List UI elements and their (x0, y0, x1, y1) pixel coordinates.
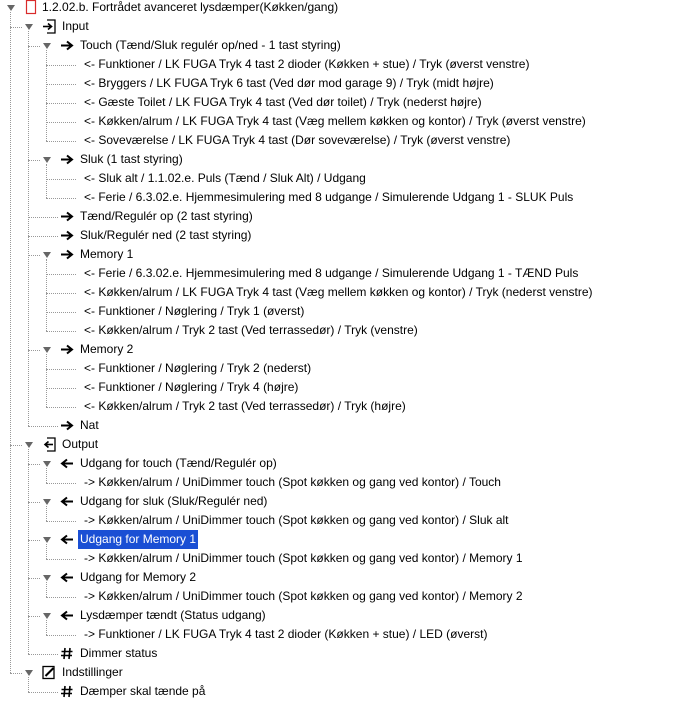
tree-node-label: Dæmper skal tænde på (80, 684, 206, 698)
tree-link-item[interactable] (0, 549, 674, 568)
tree-node[interactable] (0, 682, 674, 701)
tree-node-label: Memory 2 (80, 342, 134, 356)
tree-node-label: Lysdæmper tændt (Status udgang) (80, 608, 266, 622)
tree-link-item[interactable] (0, 283, 674, 302)
input-icon (42, 19, 56, 34)
arrow-right-icon (60, 38, 74, 53)
tree-node-label: <- Ferie / 6.3.02.e. Hjemmesimulering med 8 udgange / Simulerende Udgang 1 - TÆND Puls (84, 266, 579, 280)
tree-node[interactable] (0, 492, 674, 511)
expand-toggle-icon[interactable] (42, 606, 52, 625)
tree-node[interactable] (0, 226, 674, 245)
expand-toggle-icon[interactable] (42, 492, 52, 511)
tree-node-label: Memory 1 (80, 247, 134, 261)
tree-node-label: <- Gæste Toilet / LK FUGA Tryk 4 tast (Ved dør toilet) / Tryk (nederst højre) (84, 95, 482, 109)
expand-toggle-icon[interactable] (24, 435, 34, 454)
tree-node[interactable] (0, 435, 674, 454)
tree-node-label: Touch (Tænd/Sluk regulér op/ned - 1 tast styring) (80, 38, 341, 52)
tree-node-label: Indstillinger (62, 665, 123, 679)
tree-node[interactable] (0, 36, 674, 55)
hash-icon (60, 646, 74, 661)
tree-node[interactable] (0, 530, 674, 549)
tree-node-label: 1.2.02.b. Fortrådet avanceret lysdæmper(Køkken/gang) (42, 0, 339, 14)
tree-node-label: -> Køkken/alrum / UniDimmer touch (Spot køkken og gang ved kontor) / Memory 2 (84, 589, 523, 603)
tree-node[interactable] (0, 17, 674, 36)
expand-toggle-icon[interactable] (6, 0, 16, 17)
tree-node-label: Sluk (1 tast styring) (80, 152, 183, 166)
tree-node[interactable] (0, 416, 674, 435)
tree-node[interactable] (0, 663, 674, 682)
arrow-right-icon (60, 152, 74, 167)
tree-node-label: Udgang for sluk (Sluk/Regulér ned) (80, 494, 268, 508)
arrow-right-icon (60, 342, 74, 357)
tree-node[interactable] (0, 150, 674, 169)
tree-node[interactable] (0, 245, 674, 264)
arrow-left-icon (60, 532, 74, 547)
tree-node-label: Sluk/Regulér ned (2 tast styring) (80, 228, 252, 242)
tree-node-label: <- Funktioner / LK FUGA Tryk 4 tast 2 dioder (Køkken + stue) / Tryk (øverst venstre) (84, 57, 530, 71)
expand-toggle-icon[interactable] (42, 530, 52, 549)
tree-link-item[interactable] (0, 131, 674, 150)
arrow-right-icon (60, 247, 74, 262)
tree-link-item[interactable] (0, 587, 674, 606)
settings-icon (42, 665, 56, 680)
tree-link-item[interactable] (0, 473, 674, 492)
hash-icon (60, 684, 74, 699)
tree-link-item[interactable] (0, 74, 674, 93)
tree-node-label: <- Ferie / 6.3.02.e. Hjemmesimulering med 8 udgange / Simulerende Udgang 1 - SLUK Puls (84, 190, 574, 204)
tree-link-item[interactable] (0, 169, 674, 188)
tree-node-label: <- Funktioner / Nøglering / Tryk 2 (nederst) (84, 361, 312, 375)
tree-node-label: <- Funktioner / Nøglering / Tryk 1 (øverst) (84, 304, 305, 318)
tree-link-item[interactable] (0, 625, 674, 644)
arrow-right-icon (60, 209, 74, 224)
tree-node-label: -> Køkken/alrum / UniDimmer touch (Spot køkken og gang ved kontor) / Sluk alt (84, 513, 509, 527)
tree-node-label: Nat (80, 418, 99, 432)
tree-node-label: -> Køkken/alrum / UniDimmer touch (Spot køkken og gang ved kontor) / Memory 1 (84, 551, 523, 565)
tree-link-item[interactable] (0, 302, 674, 321)
tree-node[interactable] (0, 207, 674, 226)
tree-node[interactable] (0, 606, 674, 625)
tree-node[interactable] (0, 568, 674, 587)
arrow-left-icon (60, 570, 74, 585)
tree-node-label: <- Køkken/alrum / LK FUGA Tryk 4 tast (Væg mellem køkken og kontor) / Tryk (øverst venstre) (84, 114, 586, 128)
expand-toggle-icon[interactable] (42, 340, 52, 359)
tree-node-label: Dimmer status (80, 646, 158, 660)
expand-toggle-icon[interactable] (24, 663, 34, 682)
arrow-left-icon (60, 456, 74, 471)
tree-node-label: <- Soveværelse / LK FUGA Tryk 4 tast (Dør soveværelse) / Tryk (øverst venstre) (84, 133, 511, 147)
tree-node-label: -> Funktioner / LK FUGA Tryk 4 tast 2 dioder (Køkken + stue) / LED (øverst) (84, 627, 488, 641)
tree-node-label: <- Køkken/alrum / Tryk 2 tast (Ved terrassedør) / Tryk (venstre) (84, 323, 418, 337)
tree-node-label: -> Køkken/alrum / UniDimmer touch (Spot køkken og gang ved kontor) / Touch (84, 475, 501, 489)
tree-node[interactable] (0, 0, 674, 17)
tree-node-label: <- Køkken/alrum / LK FUGA Tryk 4 tast (Væg mellem køkken og kontor) / Tryk (nederst venstre) (84, 285, 593, 299)
tree-link-item[interactable] (0, 321, 674, 340)
tree-link-item[interactable] (0, 397, 674, 416)
expand-toggle-icon[interactable] (42, 454, 52, 473)
tree-node-label: Udgang for touch (Tænd/Regulér op) (80, 456, 277, 470)
tree-link-item[interactable] (0, 112, 674, 131)
expand-toggle-icon[interactable] (42, 568, 52, 587)
output-icon (42, 437, 56, 452)
tree-node-label: Output (62, 437, 99, 451)
tree-node-label: Tænd/Regulér op (2 tast styring) (80, 209, 253, 223)
tree-node-label: Udgang for Memory 1 (78, 530, 198, 549)
tree-link-item[interactable] (0, 55, 674, 74)
tree-node-label: <- Funktioner / Nøglering / Tryk 4 (højre) (84, 380, 299, 394)
tree-node-label: Input (62, 19, 89, 33)
tree-node-label: Udgang for Memory 2 (80, 570, 197, 584)
arrow-left-icon (60, 608, 74, 623)
arrow-right-icon (60, 418, 74, 433)
tree-link-item[interactable] (0, 511, 674, 530)
tree-node-label: <- Sluk alt / 1.1.02.e. Puls (Tænd / Sluk Alt) / Udgang (84, 171, 366, 185)
tree-link-item[interactable] (0, 264, 674, 283)
tree-node[interactable] (0, 340, 674, 359)
arrow-left-icon (60, 494, 74, 509)
tree-node-label: <- Bryggers / LK FUGA Tryk 6 tast (Ved dør mod garage 9) / Tryk (midt højre) (84, 76, 494, 90)
tree-link-item[interactable] (0, 359, 674, 378)
expand-toggle-icon[interactable] (42, 150, 52, 169)
expand-toggle-icon[interactable] (42, 245, 52, 264)
expand-toggle-icon[interactable] (24, 17, 34, 36)
document-icon (24, 0, 38, 15)
tree-node-label: <- Køkken/alrum / Tryk 2 tast (Ved terrassedør) / Tryk (højre) (84, 399, 406, 413)
expand-toggle-icon[interactable] (42, 36, 52, 55)
tree-link-item[interactable] (0, 378, 674, 397)
arrow-right-icon (60, 228, 74, 243)
tree-node[interactable] (0, 644, 674, 663)
tree-link-item[interactable] (0, 188, 674, 207)
tree-link-item[interactable] (0, 93, 674, 112)
tree-node[interactable] (0, 454, 674, 473)
